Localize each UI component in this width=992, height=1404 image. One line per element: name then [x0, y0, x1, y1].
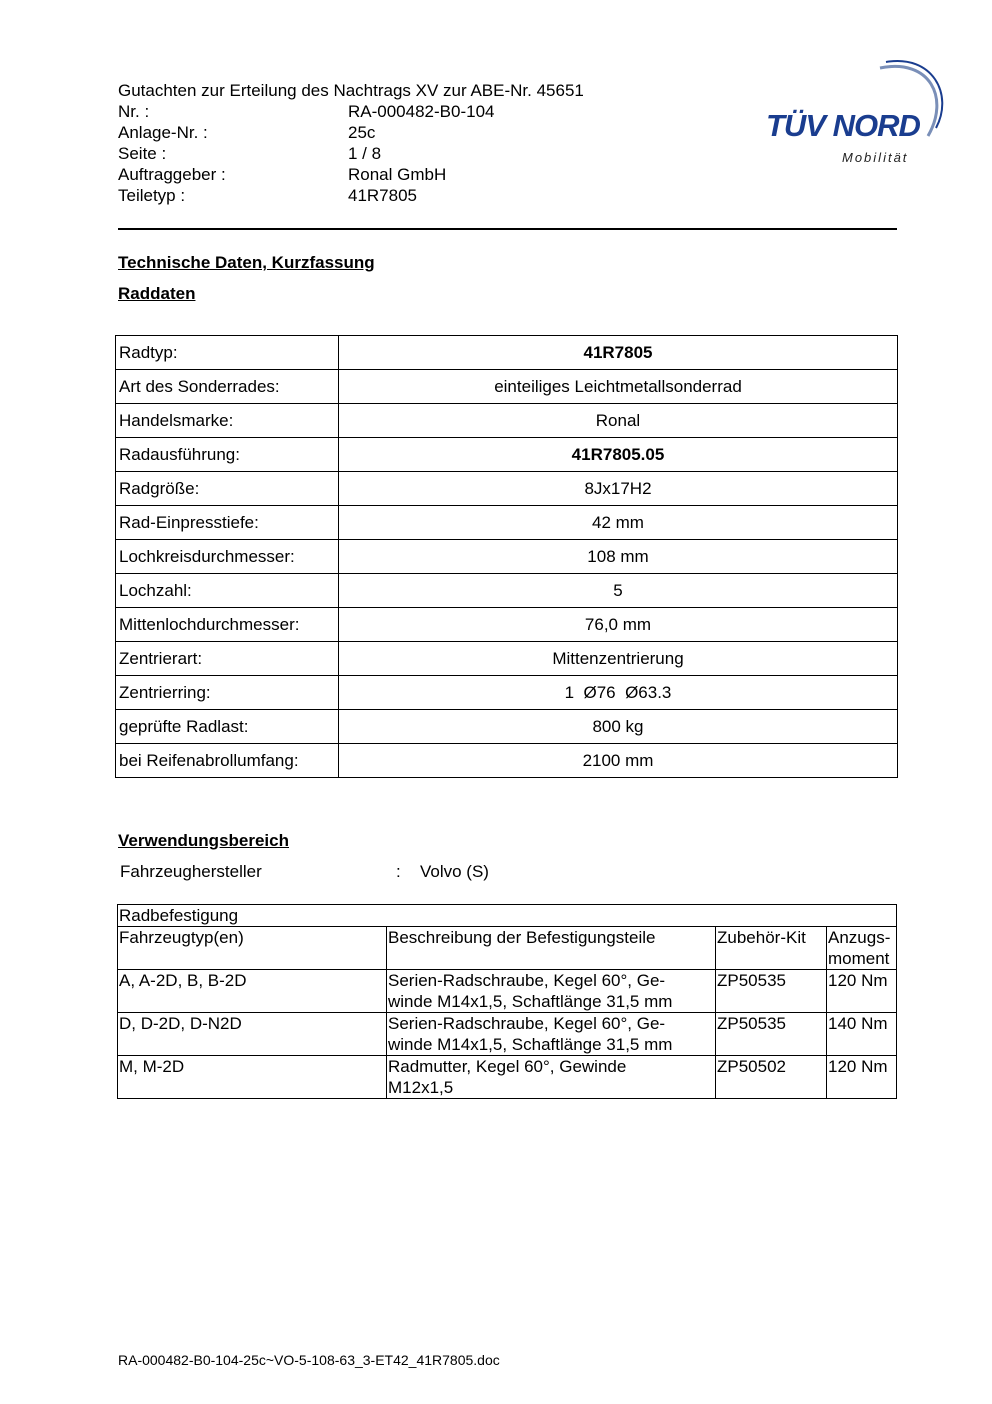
table-row	[116, 574, 898, 608]
table-row	[116, 472, 898, 506]
row-value: 800 kg	[339, 710, 898, 744]
column-header: Fahrzeugtyp(en)	[118, 927, 387, 970]
table-row	[116, 608, 898, 642]
cell-anzugsmoment: 120 Nm	[827, 970, 897, 1013]
row-label: Handelsmarke:	[116, 404, 339, 438]
table-row	[116, 710, 898, 744]
row-label: geprüfte Radlast:	[116, 710, 339, 744]
logo-sub-text: Mobilität	[842, 150, 909, 165]
cell-zubehoer-kit: ZP50535	[716, 970, 827, 1013]
column-header: Anzugs- moment	[827, 927, 897, 970]
row-value: 1 Ø76 Ø63.3	[339, 676, 898, 710]
manufacturer-separator: :	[396, 862, 401, 881]
cell-zubehoer-kit: ZP50502	[716, 1056, 827, 1099]
table-header-row	[118, 927, 897, 970]
row-label: Rad-Einpresstiefe:	[116, 506, 339, 540]
section-title-technische-daten: Technische Daten, Kurzfassung	[118, 253, 375, 272]
row-label: Radgröße:	[116, 472, 339, 506]
row-label: Radausführung:	[116, 438, 339, 472]
footer-filename: RA-000482-B0-104-25c~VO-5-108-63_3-ET42_41R7805.doc	[118, 1352, 500, 1368]
header-label-nr: Nr. :	[118, 102, 150, 121]
cell-anzugsmoment: 140 Nm	[827, 1013, 897, 1056]
header-label-auftraggeber: Auftraggeber :	[118, 165, 226, 184]
header-value-auftraggeber: Ronal GmbH	[348, 165, 447, 184]
row-label: Art des Sonderrades:	[116, 370, 339, 404]
raddaten-table	[115, 335, 898, 778]
cell-beschreibung: Serien-Radschraube, Kegel 60°, Ge- winde M14x1,5, Schaftlänge 31,5 mm	[387, 970, 716, 1013]
section-title-verwendungsbereich: Verwendungsbereich	[118, 831, 289, 850]
row-label: Lochzahl:	[116, 574, 339, 608]
table-row	[118, 970, 897, 1013]
row-value: 2100 mm	[339, 744, 898, 778]
column-header: Zubehör-Kit	[716, 927, 827, 970]
table-row	[116, 404, 898, 438]
cell-beschreibung: Radmutter, Kegel 60°, Gewinde M12x1,5	[387, 1056, 716, 1099]
table-row	[118, 1056, 897, 1099]
table-row	[116, 438, 898, 472]
header-value-anlage: 25c	[348, 123, 376, 142]
table-row	[116, 540, 898, 574]
column-header: Beschreibung der Befestigungsteile	[387, 927, 716, 970]
section-subtitle-raddaten: Raddaten	[118, 284, 196, 303]
table-row	[116, 370, 898, 404]
row-value: 41R7805	[339, 336, 898, 370]
row-value: einteiliges Leichtmetallsonderrad	[339, 370, 898, 404]
table-row	[116, 744, 898, 778]
row-value: 108 mm	[339, 540, 898, 574]
header-label-teiletyp: Teiletyp :	[118, 186, 186, 205]
row-label: Zentrierart:	[116, 642, 339, 676]
row-value: 42 mm	[339, 506, 898, 540]
table-caption: Radbefestigung	[118, 905, 897, 927]
row-label: Radtyp:	[116, 336, 339, 370]
radbefestigung-table	[117, 904, 897, 1099]
cell-fahrzeugtyp: A, A-2D, B, B-2D	[118, 970, 387, 1013]
row-value: Ronal	[339, 404, 898, 438]
cell-fahrzeugtyp: M, M-2D	[118, 1056, 387, 1099]
header-divider	[118, 228, 897, 230]
cell-anzugsmoment: 120 Nm	[827, 1056, 897, 1099]
manufacturer-value: Volvo (S)	[420, 862, 489, 881]
table-caption-row	[118, 905, 897, 927]
cell-zubehoer-kit: ZP50535	[716, 1013, 827, 1056]
row-label: Zentrierring:	[116, 676, 339, 710]
row-label: Mittenlochdurchmesser:	[116, 608, 339, 642]
manufacturer-label: Fahrzeughersteller	[120, 862, 262, 881]
row-label: Lochkreisdurchmesser:	[116, 540, 339, 574]
header-label-seite: Seite :	[118, 144, 167, 163]
table-row	[116, 336, 898, 370]
header-value-nr: RA-000482-B0-104	[348, 102, 495, 121]
logo-brand-text: TÜV NORD	[766, 108, 920, 143]
row-value: 41R7805.05	[339, 438, 898, 472]
row-value: 76,0 mm	[339, 608, 898, 642]
row-label: bei Reifenabrollumfang:	[116, 744, 339, 778]
table-row	[116, 506, 898, 540]
tuv-nord-logo	[760, 58, 945, 170]
table-row	[116, 676, 898, 710]
header-value-teiletyp: 41R7805	[348, 186, 418, 205]
row-value: 5	[339, 574, 898, 608]
cell-beschreibung: Serien-Radschraube, Kegel 60°, Ge- winde M14x1,5, Schaftlänge 31,5 mm	[387, 1013, 716, 1056]
row-value: Mittenzentrierung	[339, 642, 898, 676]
header-value-seite: 1 / 8	[348, 144, 382, 163]
row-value: 8Jx17H2	[339, 472, 898, 506]
header-label-anlage: Anlage-Nr. :	[118, 123, 208, 142]
cell-fahrzeugtyp: D, D-2D, D-N2D	[118, 1013, 387, 1056]
table-row	[118, 1013, 897, 1056]
table-row	[116, 642, 898, 676]
document-title: Gutachten zur Erteilung des Nachtrags XV zur ABE-Nr. 45651	[118, 81, 584, 100]
